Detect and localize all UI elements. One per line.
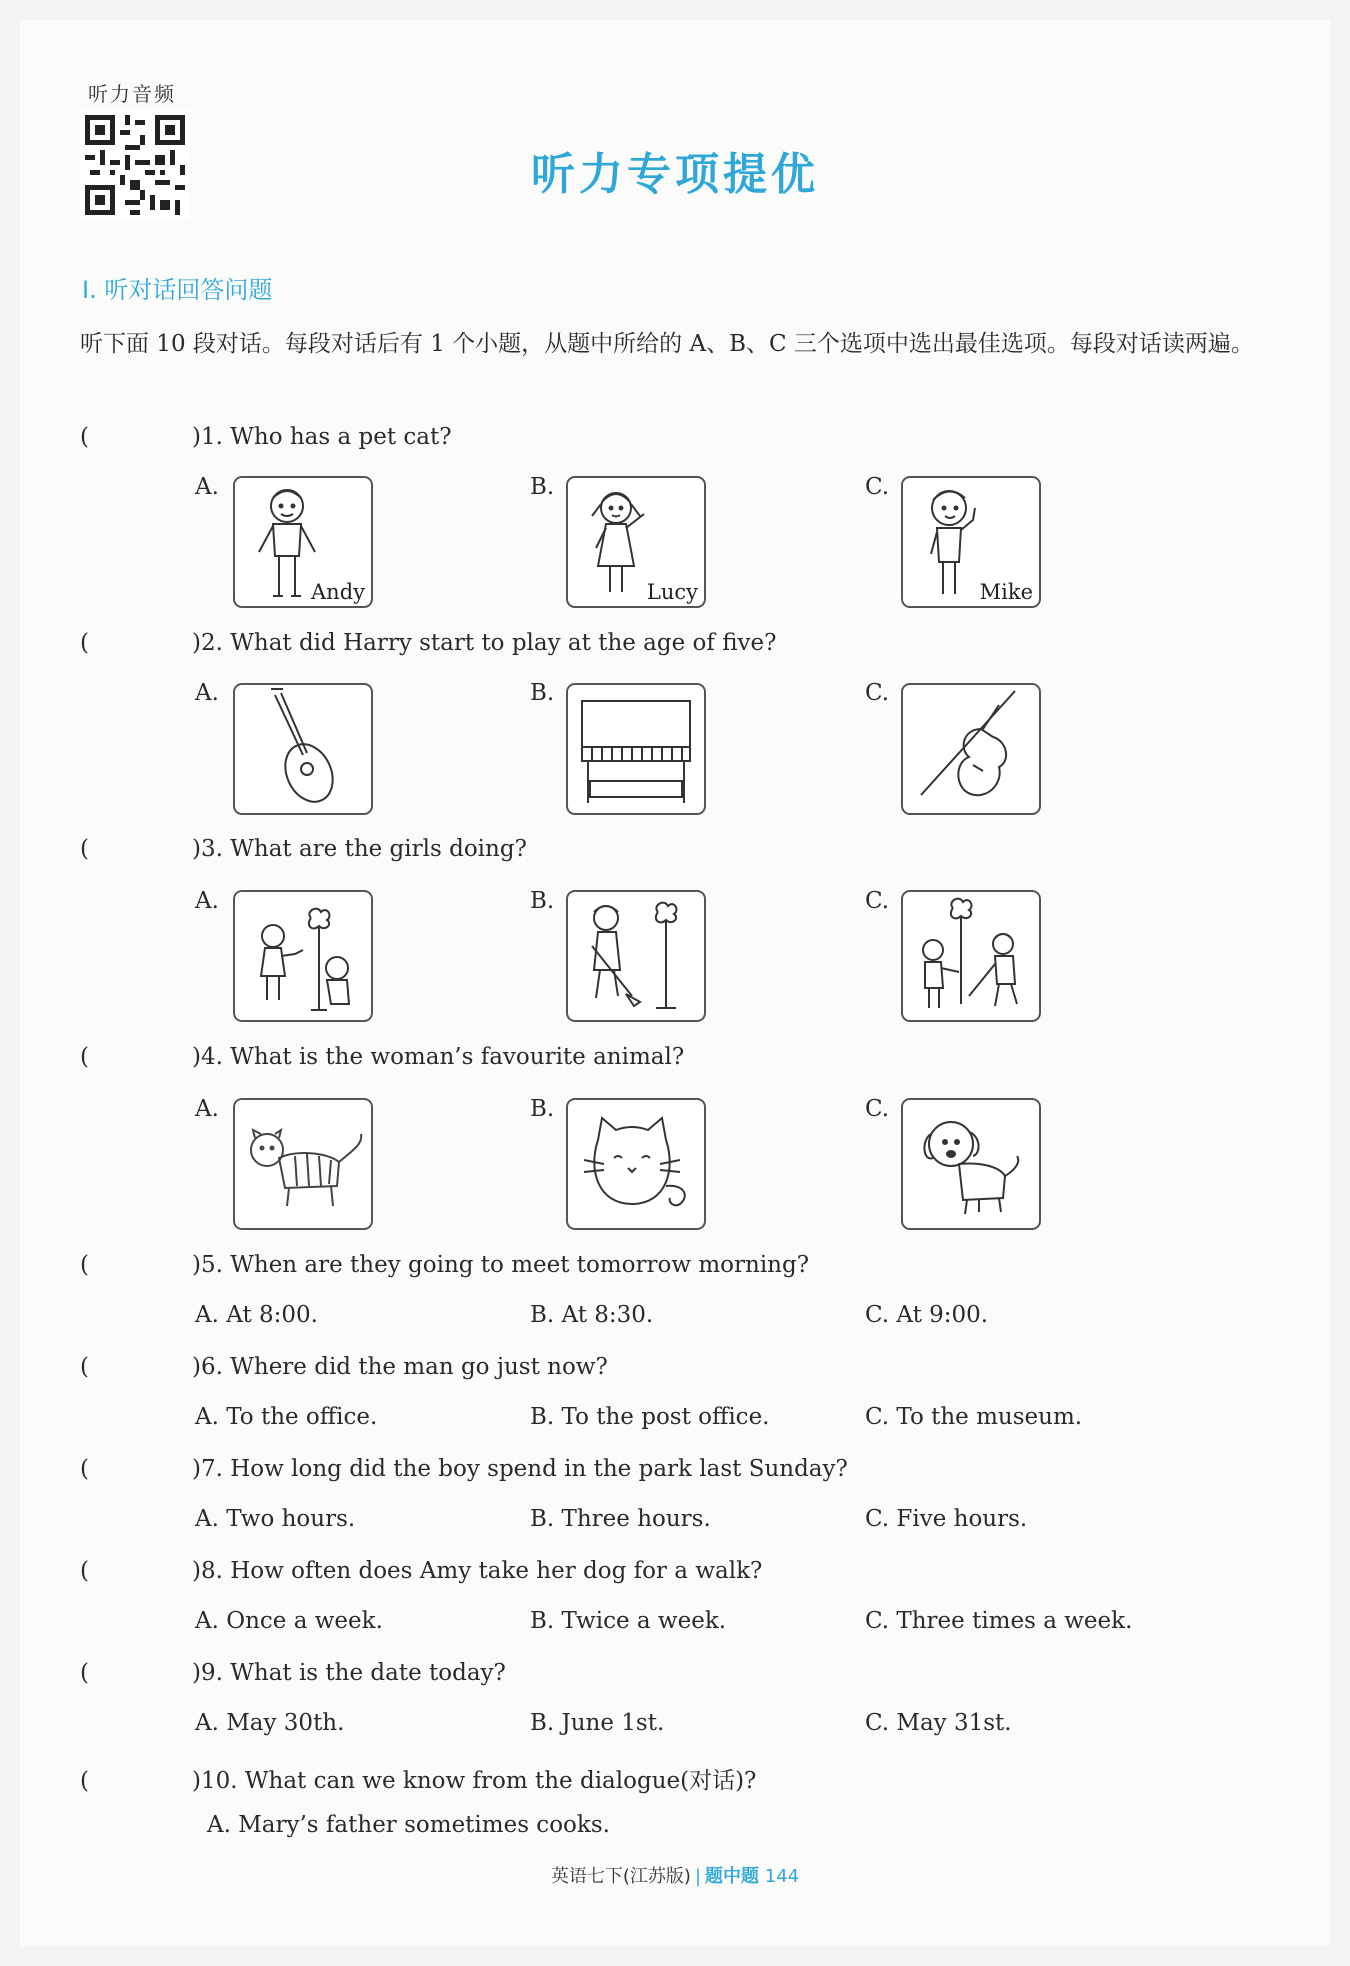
option-caption: Andy (311, 580, 365, 604)
answer-blank[interactable]: ( (80, 1660, 89, 1686)
instructions: 听下面 10 段对话。每段对话后有 1 个小题，从题中所给的 A、B、C 三个选项中选出最佳选项。每段对话读两遍。 (80, 331, 1254, 357)
option-b[interactable]: B. At 8:30. (530, 1302, 654, 1328)
tiger-icon (235, 1100, 371, 1228)
option-c[interactable]: C. May 31st. (865, 1710, 1012, 1736)
option-letter: A. (195, 680, 219, 706)
option-c[interactable]: C. Three times a week. (865, 1608, 1133, 1634)
answer-blank[interactable]: ( (80, 1354, 89, 1380)
option-letter: C. (865, 1096, 890, 1122)
violin-icon (903, 685, 1039, 813)
option-letter: B. (530, 1096, 555, 1122)
answer-blank[interactable]: ( (80, 1558, 89, 1584)
question-text: How long did the boy spend in the park last Sunday? (230, 1456, 848, 1482)
question-text: Where did the man go just now? (230, 1354, 608, 1380)
option-letter: B. (530, 888, 555, 914)
option-caption: Lucy (646, 580, 698, 604)
watering-tree-icon (235, 892, 371, 1020)
question-text: What is the date today? (230, 1660, 506, 1686)
answer-blank[interactable]: ( (80, 1456, 89, 1482)
option-letter: A. (195, 474, 219, 500)
option-image-c[interactable] (901, 890, 1041, 1022)
option-image-b[interactable] (566, 1098, 706, 1230)
answer-blank[interactable]: ( (80, 1252, 89, 1278)
qr-label: 听力音频 (88, 82, 176, 106)
question-text: What did Harry start to play at the age of five? (230, 630, 777, 656)
digging-icon (568, 892, 704, 1020)
option-letter: B. (530, 680, 555, 706)
option-image-a[interactable] (233, 683, 373, 815)
option-letter: C. (865, 474, 890, 500)
option-image-a[interactable] (233, 1098, 373, 1230)
planting-tree-icon (903, 892, 1039, 1020)
option-b[interactable]: B. June 1st. (530, 1710, 665, 1736)
guitar-icon (235, 685, 371, 813)
question-text: What can we know from the dialogue(对话)? (244, 1768, 757, 1794)
footer-series: 题中题 (705, 1866, 760, 1887)
option-a[interactable]: A. Two hours. (195, 1506, 356, 1532)
question-10: ( )10. What can we know from the dialogue(对话)? (80, 1768, 757, 1794)
option-letter: C. (865, 888, 890, 914)
question-2: ( )2. What did Harry start to play at the age of five? (80, 630, 777, 656)
question-7: ( )7. How long did the boy spend in the park last Sunday? (80, 1456, 848, 1482)
footer-separator: | (694, 1866, 702, 1887)
question-text: How often does Amy take her dog for a walk? (230, 1558, 763, 1584)
option-b[interactable]: B. To the post office. (530, 1404, 770, 1430)
section-heading: Ⅰ. 听对话回答问题 (82, 276, 273, 304)
option-image-c[interactable] (901, 683, 1041, 815)
question-text: When are they going to meet tomorrow morning? (230, 1252, 810, 1278)
option-letter: B. (530, 474, 555, 500)
cat-icon (568, 1100, 704, 1228)
question-4: ( )4. What is the woman’s favourite animal? (80, 1044, 685, 1070)
option-c[interactable]: C. Five hours. (865, 1506, 1028, 1532)
option-b[interactable]: B. Twice a week. (530, 1608, 727, 1634)
option-a[interactable]: A. May 30th. (195, 1710, 345, 1736)
question-9: ( )9. What is the date today? (80, 1660, 506, 1686)
option-image-c[interactable] (901, 1098, 1041, 1230)
option-a[interactable]: A. To the office. (195, 1404, 378, 1430)
dog-icon (903, 1100, 1039, 1228)
piano-icon (568, 685, 704, 813)
answer-blank[interactable]: ( (80, 630, 89, 656)
answer-blank[interactable]: ( (80, 1768, 89, 1794)
question-5: ( )5. When are they going to meet tomorrow morning? (80, 1252, 810, 1278)
question-3: ( )3. What are the girls doing? (80, 836, 527, 862)
page-footer (0, 1862, 1350, 1888)
question-text: What is the woman’s favourite animal? (230, 1044, 685, 1070)
answer-blank[interactable]: ( (80, 836, 89, 862)
option-letter: A. (195, 1096, 219, 1122)
option-a[interactable]: A. Once a week. (195, 1608, 383, 1634)
option-image-b[interactable] (566, 683, 706, 815)
option-a[interactable]: A. Mary’s father sometimes cooks. (207, 1812, 610, 1838)
option-image-b[interactable] (566, 476, 706, 608)
option-caption: Mike (979, 580, 1033, 604)
option-b[interactable]: B. Three hours. (530, 1506, 711, 1532)
question-6: ( )6. Where did the man go just now? (80, 1354, 608, 1380)
page-title: 听力专项提优 (531, 149, 819, 200)
option-letter: C. (865, 680, 890, 706)
option-c[interactable]: C. To the museum. (865, 1404, 1083, 1430)
answer-blank[interactable]: ( (80, 1044, 89, 1070)
question-text: Who has a pet cat? (230, 424, 452, 450)
option-image-a[interactable] (233, 476, 373, 608)
option-c[interactable]: C. At 9:00. (865, 1302, 989, 1328)
question-8: ( )8. How often does Amy take her dog for a walk? (80, 1558, 763, 1584)
page-number: 144 (764, 1866, 800, 1887)
option-image-a[interactable] (233, 890, 373, 1022)
option-letter: A. (195, 888, 219, 914)
question-1: ( )1. Who has a pet cat? (80, 424, 452, 450)
footer-book: 英语七下(江苏版) (550, 1866, 691, 1887)
option-image-c[interactable] (901, 476, 1041, 608)
option-a[interactable]: A. At 8:00. (195, 1302, 318, 1328)
option-image-b[interactable] (566, 890, 706, 1022)
answer-blank[interactable]: ( (80, 424, 89, 450)
question-text: What are the girls doing? (230, 836, 527, 862)
